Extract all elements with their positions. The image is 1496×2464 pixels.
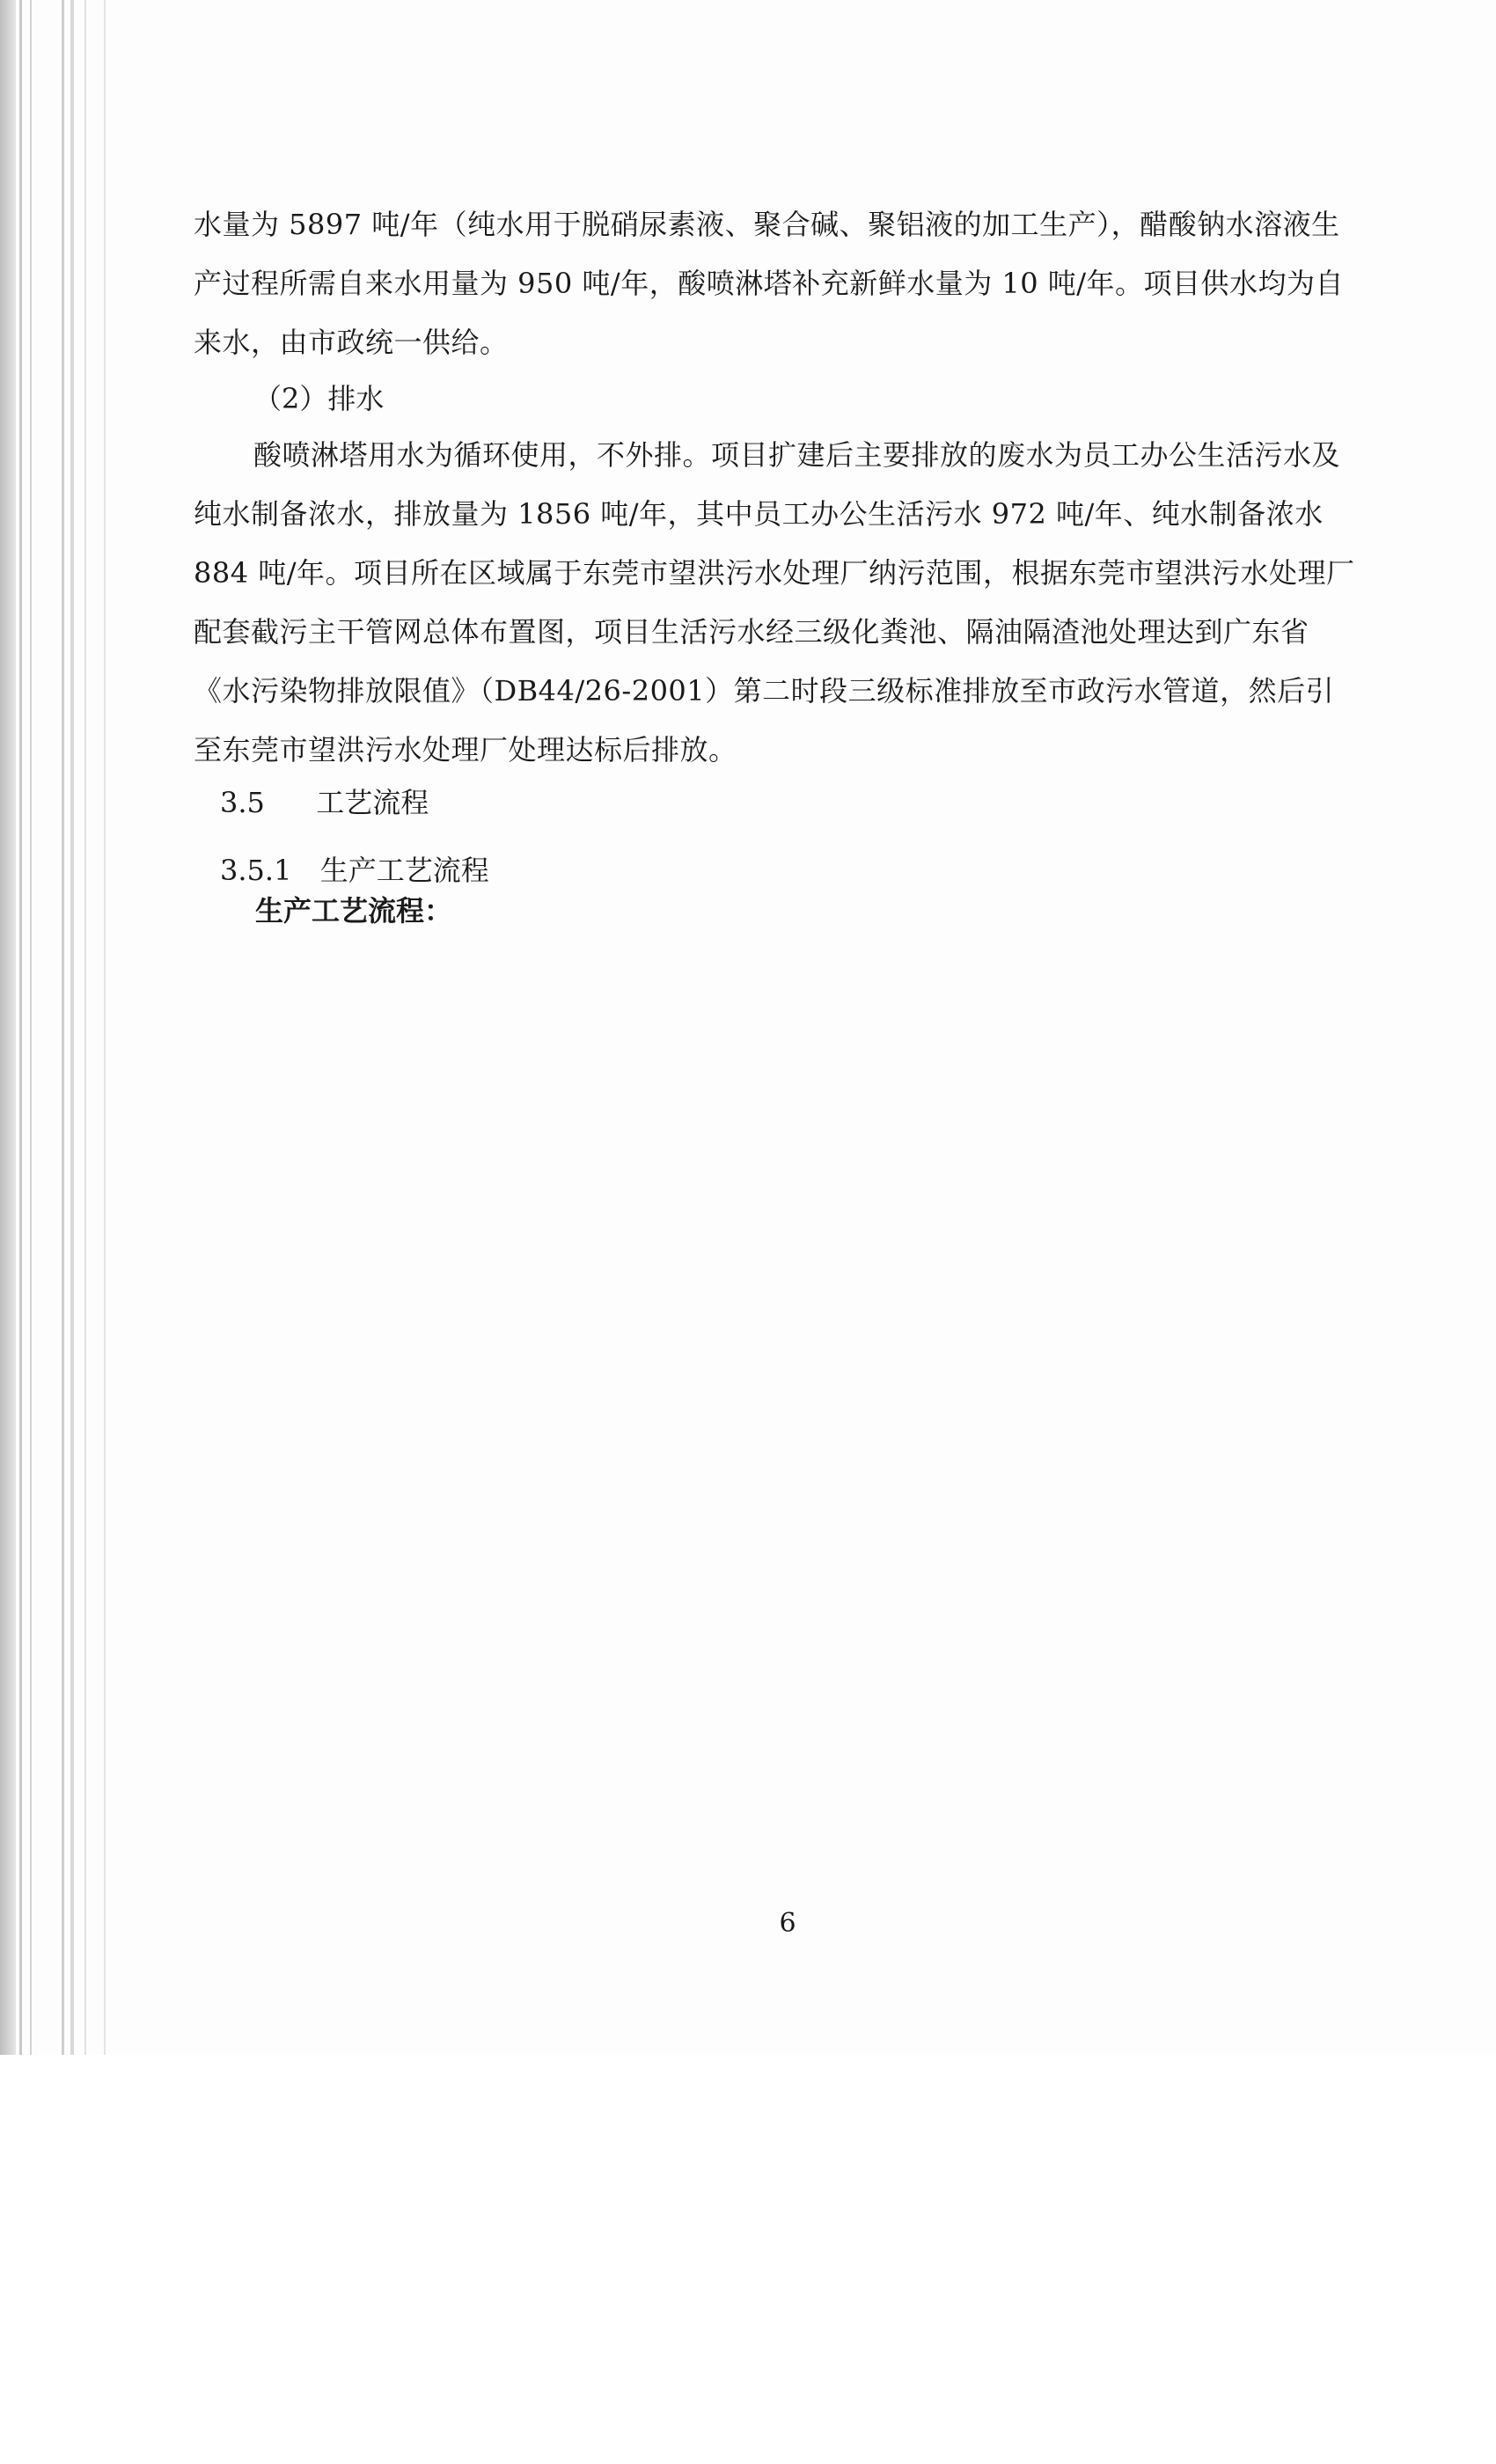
- page-number: 6: [779, 1908, 796, 1939]
- binding-line: [70, 0, 74, 2055]
- paragraph-text: 酸喷淋塔用水为循环使用，不外排。项目扩建后主要排放的废水为员工办公生活污水及纯水制备浓水，排放量为 1856 吨/年，其中员工办公生活污水 972 吨/年、纯水制备浓水 884 吨/年。项目所在区域属于东莞市望洪污水处理厂纳污范围，根据东莞市望洪污水处理厂配套截污主干管网总体布置图，项目生活污水经三级化粪池、隔油隔渣池处理达到广东省《水污染物排放限值》（DB44/26-2001）第二时段三级标准排放至市政污水管道，然后引至东莞市望洪污水处理厂处理达标后排放。: [194, 438, 1355, 766]
- binding-line: [19, 0, 22, 2055]
- binding-edge: [0, 0, 114, 2055]
- drainage-paragraph: [194, 426, 1355, 780]
- water-supply-paragraph: [194, 195, 1355, 372]
- binding-shadow: [0, 0, 16, 2055]
- section-heading-3-5: [220, 781, 429, 821]
- section-number: 3.5: [220, 786, 265, 819]
- section-number: 3.5.1: [220, 854, 292, 887]
- binding-line: [104, 0, 106, 2055]
- process-flow-label: 生产工艺流程：: [255, 894, 453, 928]
- binding-line: [84, 0, 86, 2055]
- drainage-subheading: （2）排水: [253, 382, 385, 415]
- section-heading-3-5-1: [220, 848, 489, 889]
- paragraph-text: 水量为 5897 吨/年（纯水用于脱硝尿素液、聚合碱、聚铝液的加工生产），醋酸钠水溶液生产过程所需自来水用量为 950 吨/年，酸喷淋塔补充新鲜水量为 10 吨/年。项目供水均为自来水，由市政统一供给。: [194, 208, 1345, 359]
- section-title: 生产工艺流程: [319, 854, 489, 887]
- binding-line: [62, 0, 64, 2055]
- section-title: 工艺流程: [316, 786, 429, 819]
- binding-line: [30, 0, 32, 2055]
